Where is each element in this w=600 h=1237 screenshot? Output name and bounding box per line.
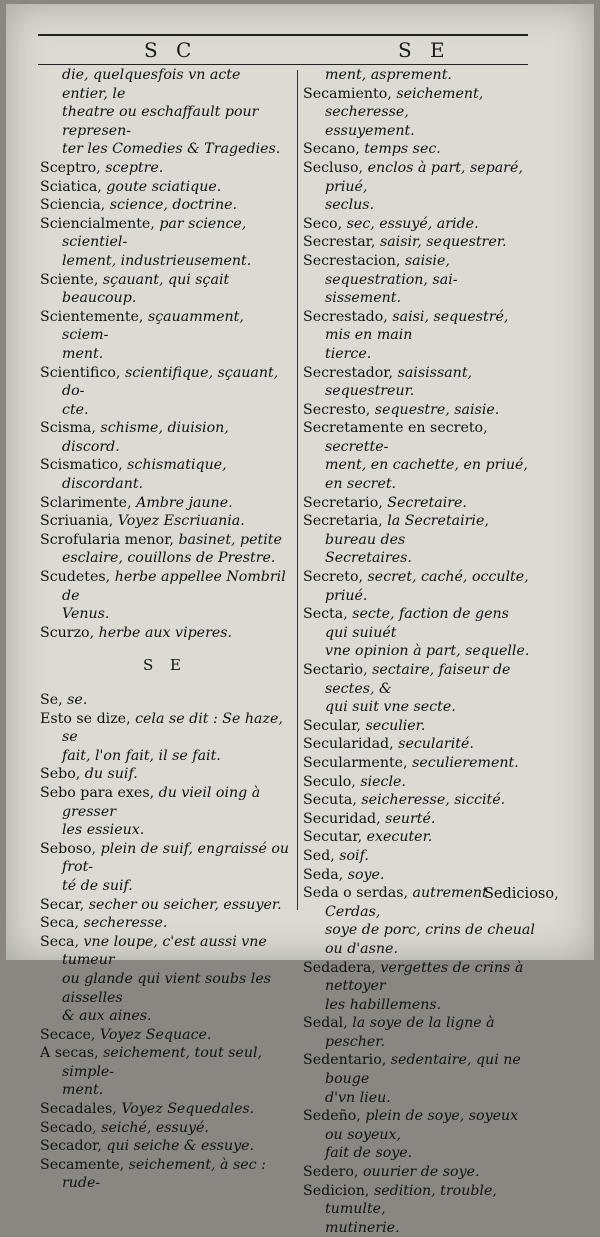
entry-continuation: les essieux. [62, 822, 145, 839]
entry-definition: saisissant, sequestreur. [325, 364, 473, 400]
entry-headword: Secamente, [40, 1156, 125, 1173]
entry-definition: Voyez Escriuania. [117, 513, 245, 530]
dictionary-entry [303, 828, 535, 847]
entry-headword: Seculo, [303, 773, 356, 790]
dictionary-entry [40, 710, 290, 747]
entry-continuation: soye de porc, crins de cheual ou d'asne. [325, 922, 535, 957]
entry-continuation: les habillemens. [325, 996, 442, 1013]
continued-text: ter les Comedies & Tragedies. [62, 141, 281, 158]
entry-continuation: té de suif. [62, 877, 133, 894]
entry-headword: Secrestador, [303, 364, 394, 381]
entry-definition: schismatique, discordant. [62, 457, 227, 493]
entry-definition: seculierement. [412, 754, 519, 771]
entry-definition: seicheresse, siccité. [361, 792, 506, 809]
entry-definition: schisme, diuision, discord. [62, 420, 229, 455]
entry-definition: sçauant, qui sçait beaucoup. [62, 271, 230, 307]
header-rule-bottom [38, 64, 528, 65]
entry-definition: sectaire, faiseur de sectes, & [325, 662, 511, 697]
entry-headword: Seda, [303, 866, 344, 883]
entry-headword: Sclarimente, [40, 494, 132, 511]
entry-headword: Sectario, [303, 662, 368, 678]
dictionary-entry [40, 308, 290, 345]
entry-definition: seurté. [385, 810, 436, 827]
dictionary-entry [40, 196, 290, 215]
dictionary-entry [40, 1100, 290, 1119]
entry-definition: seichement, à sec : rude- [62, 1156, 266, 1192]
dictionary-entry [40, 512, 290, 531]
entry-definition: du suif. [84, 766, 138, 783]
dictionary-entry [303, 419, 535, 456]
entry-definition: goute sciatique. [106, 178, 222, 195]
entry-headword: Secretaria, [303, 513, 383, 530]
entry-headword: Secadales, [40, 1101, 117, 1118]
entry-headword: Seboso, [40, 840, 97, 857]
dictionary-entry [303, 754, 535, 773]
entry-headword: Sedal, [303, 1015, 348, 1032]
entry-continuation: Venus. [62, 606, 110, 623]
entry-headword: Secador, [40, 1138, 102, 1155]
dictionary-entry [303, 717, 535, 736]
entry-continuation: ment. [62, 345, 104, 362]
entry-definition: siecle. [360, 773, 406, 790]
dictionary-entry [303, 791, 535, 810]
entry-headword: Secrestacion, [303, 252, 401, 269]
entry-definition: vne loupe, c'est aussi vne tumeur [62, 933, 267, 969]
dictionary-entry [40, 568, 290, 605]
dictionary-entry [40, 364, 290, 401]
entry-definition: executer. [366, 829, 433, 846]
entry-continuation: tierce. [325, 345, 372, 362]
entry-definition: du vieil oing à gresser [62, 784, 261, 820]
entry-definition: se. [67, 692, 88, 708]
dictionary-entry [303, 810, 535, 829]
entry-headword: Seco, [303, 215, 343, 232]
entry-definition: qui seiche & essuye. [106, 1138, 255, 1155]
entry-headword: Seca, [40, 915, 80, 932]
continued-text: die, quelquesfois vn acte entier, le [62, 67, 241, 102]
entry-definition: la soye de la ligne à pescher. [325, 1015, 495, 1050]
continued-text: theatre ou eschaffault pour represen- [62, 104, 259, 139]
entry-headword: Secado, [40, 1119, 97, 1136]
entry-definition: par science, scientiel- [62, 215, 247, 251]
dictionary-entry [40, 1026, 290, 1045]
entry-definition: plein de soye, soyeux ou soyeux, [325, 1108, 519, 1143]
entry-headword: Sedero, [303, 1164, 359, 1181]
entry-headword: Secretamente en secreto, [303, 420, 488, 437]
entry-headword: Scriuania, [40, 513, 114, 530]
entry-continuation: seclus. [325, 197, 375, 214]
dictionary-entry [40, 271, 290, 308]
entry-definition: soye. [347, 866, 385, 883]
header-rule-top [38, 34, 528, 36]
column-divider [297, 70, 298, 910]
entry-continuation: lement, industrieusement. [62, 252, 252, 269]
entry-definition: sçauamment, sciem- [62, 308, 244, 344]
dictionary-entry [303, 661, 535, 698]
entry-headword: Sciente, [40, 271, 99, 288]
dictionary-entry [40, 494, 290, 513]
entry-definition: vergettes de crins à nettoyer [325, 959, 524, 995]
entry-definition: Secretaire. [387, 494, 467, 511]
dictionary-entry [40, 896, 290, 915]
entry-headword: Sciencialmente, [40, 215, 155, 232]
dictionary-entry [303, 215, 535, 234]
entry-definition: saisi, sequestré, mis en main [325, 308, 509, 344]
dictionary-entry [40, 1137, 290, 1156]
entry-continuation: ou glande qui vient soubs les aisselles [62, 970, 272, 1006]
entry-definition: Ambre jaune. [136, 494, 233, 511]
entry-headword: Secluso, [303, 159, 364, 176]
continued-text: ment, asprement. [325, 67, 452, 83]
entry-headword: Secularmente, [303, 754, 408, 771]
dictionary-entry [40, 1044, 290, 1081]
dictionary-entry [40, 1119, 290, 1138]
entry-definition: sequestre, saisie. [374, 401, 500, 418]
dictionary-entry [303, 159, 535, 196]
entry-headword: Sciatica, [40, 178, 102, 195]
dictionary-entry [40, 419, 290, 456]
entry-headword: Seca, [40, 933, 80, 950]
entry-continuation: fait, l'on fait, il se fait. [62, 747, 221, 764]
entry-continuation: fait de soye. [325, 1145, 413, 1162]
dictionary-entry [40, 178, 290, 197]
entry-headword: Sedadera, [303, 959, 376, 976]
entry-definition: saisir, sequestrer. [379, 234, 507, 251]
entry-headword: Secretario, [303, 494, 383, 511]
dictionary-entry [303, 847, 535, 866]
entry-headword: Secular, [303, 717, 361, 734]
left-column [40, 66, 290, 1193]
dictionary-entry [303, 140, 535, 159]
entry-headword: Scientifico, [40, 364, 121, 381]
entry-headword: Sceptro, [40, 159, 101, 176]
entry-headword: Scientemente, [40, 308, 144, 325]
entry-continuation: qui suit vne secte. [325, 699, 456, 716]
entry-definition: plein de suif, engraissé ou frot- [62, 840, 290, 876]
entry-continuation: sissement. [325, 290, 401, 307]
entry-definition: seichement, tout seul, simple- [62, 1045, 263, 1080]
entry-definition: basinet, petite [178, 531, 282, 548]
dictionary-entry [40, 1156, 290, 1193]
entry-headword: Secrestar, [303, 234, 376, 251]
dictionary-entry [303, 605, 535, 642]
entry-definition: cela se dit : Se haze, se [62, 710, 283, 746]
entry-definition: secularité. [398, 736, 474, 753]
entry-continuation: d'vn lieu. [325, 1089, 391, 1106]
entry-headword: Sedicion, [303, 1182, 370, 1199]
entry-headword: Secace, [40, 1026, 96, 1043]
entry-definition: autrement Cerdas, [325, 885, 488, 920]
dictionary-entry [40, 215, 290, 252]
entry-headword: Secrestado, [303, 308, 388, 325]
entry-headword: Secano, [303, 141, 360, 158]
entry-definition: la Secretairie, bureau des [325, 513, 489, 548]
dictionary-entry [303, 401, 535, 420]
entry-continuation: & aux aines. [62, 1008, 152, 1025]
dictionary-entry [40, 765, 290, 784]
entry-headword: Scrofularia menor, [40, 531, 174, 548]
entry-headword: Secamiento, [303, 85, 392, 102]
entry-headword: Se, [40, 692, 63, 708]
entry-headword: A secas, [40, 1045, 99, 1062]
entry-headword: Secta, [303, 606, 348, 623]
entry-headword: Scisma, [40, 420, 96, 437]
entry-headword: Sebo para exes, [40, 784, 155, 801]
header-right-letters: S E [398, 38, 451, 62]
dictionary-entry [303, 1182, 535, 1219]
dictionary-entry [40, 456, 290, 493]
entry-continuation: ment. [62, 1082, 104, 1099]
entry-headword: Scismatico, [40, 457, 123, 474]
dictionary-entry [303, 1107, 535, 1144]
dictionary-entry [40, 624, 290, 643]
entry-continuation: Secretaires. [325, 550, 412, 567]
dictionary-entry [40, 531, 290, 550]
entry-definition: enclos à part, separé, priué, [325, 159, 523, 195]
dictionary-entry [40, 691, 290, 710]
dictionary-entry [303, 735, 535, 754]
entry-headword: Scurzo, [40, 624, 95, 641]
dictionary-entry [303, 252, 535, 289]
entry-definition: science, doctrine. [109, 197, 238, 214]
entry-headword: Secutar, [303, 829, 363, 846]
dictionary-entry [303, 85, 535, 122]
entry-definition: sedentaire, qui ne bouge [325, 1052, 521, 1088]
dictionary-entry [303, 1051, 535, 1088]
catchword: Sedicioso, [484, 886, 559, 902]
entry-definition: scientifique, sçauant, do- [62, 364, 279, 400]
entry-continuation: cte. [62, 401, 89, 418]
entry-continuation: esclaire, couillons de Prestre. [62, 550, 276, 567]
dictionary-entry [303, 308, 535, 345]
entry-headword: Secreto, [303, 569, 363, 586]
dictionary-entry [303, 1014, 535, 1051]
entry-definition: herbe appellee Nombril de [62, 569, 286, 604]
entry-headword: Sed, [303, 847, 335, 864]
entry-headword: Sciencia, [40, 197, 106, 214]
entry-continuation: ment, en cachette, en priué, en secret. [325, 457, 528, 493]
dictionary-entry [303, 866, 535, 885]
entry-headword: Securidad, [303, 810, 381, 827]
dictionary-entry [40, 914, 290, 933]
dictionary-entry [303, 494, 535, 513]
entry-continuation: mutinerie. [325, 1219, 400, 1236]
entry-definition: herbe aux viperes. [98, 624, 233, 641]
entry-continuation: vne opinion à part, sequelle. [325, 643, 530, 660]
dictionary-entry [303, 364, 535, 401]
dictionary-entry [303, 1163, 535, 1182]
entry-definition: sceptre. [105, 159, 164, 176]
entry-definition: secte, faction de gens qui suiuét [325, 606, 509, 641]
entry-definition: Voyez Sequedales. [121, 1101, 255, 1118]
dictionary-entry [40, 840, 290, 877]
entry-headword: Secuta, [303, 792, 357, 809]
entry-headword: Secar, [40, 896, 85, 913]
entry-headword: Sedeño, [303, 1108, 361, 1125]
entry-headword: Seda o serdas, [303, 885, 409, 902]
entry-headword: Sebo, [40, 766, 81, 783]
entry-headword: Secularidad, [303, 736, 394, 753]
entry-definition: sec, essuyé, aride. [346, 215, 479, 232]
entry-definition: saisie, sequestration, sai- [325, 252, 458, 288]
entry-headword: Scudetes, [40, 569, 111, 586]
entry-headword: Secresto, [303, 401, 371, 418]
entry-definition: ouurier de soye. [362, 1164, 480, 1181]
entry-definition: secher ou seicher, essuyer. [88, 896, 282, 913]
dictionary-entry [303, 512, 535, 549]
dictionary-entry [40, 784, 290, 821]
dictionary-entry [40, 933, 290, 970]
entry-definition: secheresse. [83, 915, 168, 932]
entry-definition: sedition, trouble, tumulte, [325, 1182, 497, 1218]
dictionary-entry [303, 233, 535, 252]
right-column [303, 66, 535, 1237]
entry-headword: Sedentario, [303, 1052, 387, 1069]
entry-continuation: essuyement. [325, 122, 415, 139]
dictionary-entry [303, 959, 535, 996]
entry-definition: soif. [339, 847, 369, 864]
entry-definition: seiché, essuyé. [101, 1119, 209, 1136]
entry-definition: seichement, secheresse, [325, 85, 484, 121]
header-left-letters: S C [144, 38, 198, 62]
entry-definition: temps sec. [364, 141, 441, 158]
entry-definition: secret, caché, occulte, priué. [325, 569, 529, 604]
dictionary-entry [40, 159, 290, 178]
entry-definition: secrette- [325, 438, 389, 455]
entry-definition: seculier. [365, 717, 426, 734]
book-page [6, 4, 594, 1236]
dictionary-entry [303, 773, 535, 792]
entry-headword: Esto se dize, [40, 710, 131, 727]
entry-definition: Voyez Sequace. [99, 1026, 212, 1043]
section-heading: S E [143, 656, 187, 675]
dictionary-entry [303, 568, 535, 605]
